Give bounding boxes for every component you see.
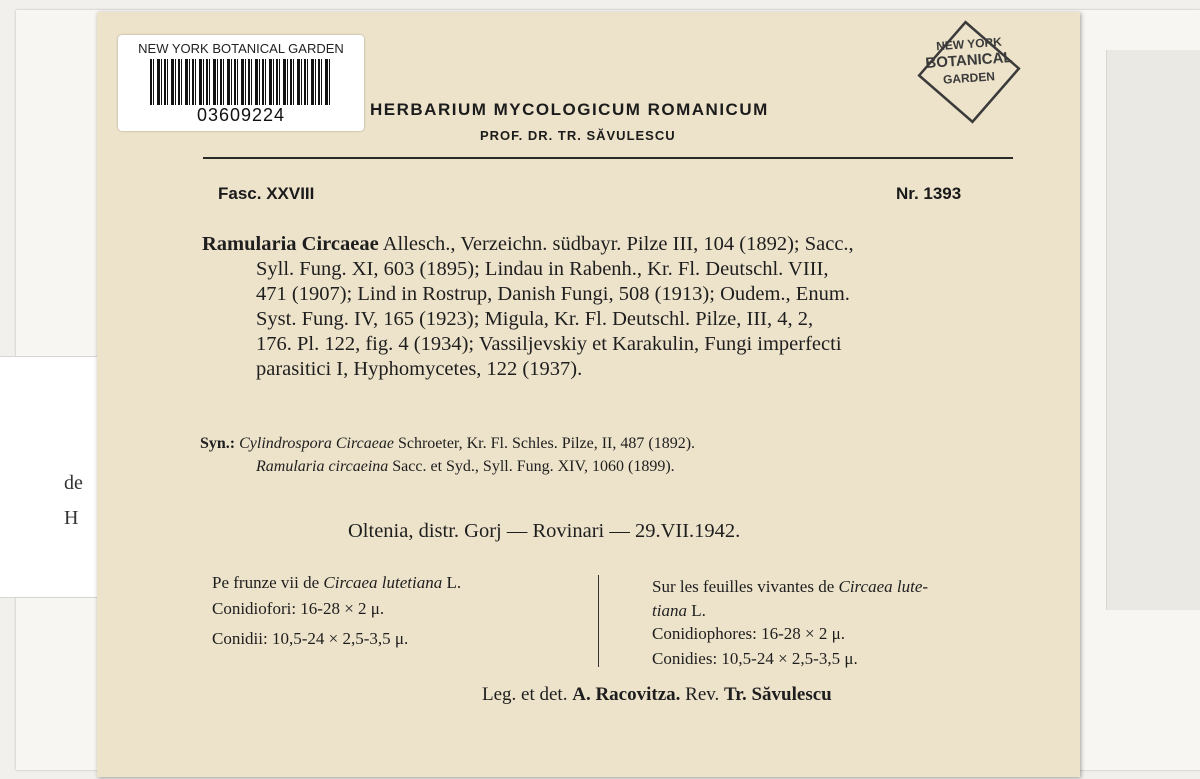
- synonym-label: Syn.:: [200, 435, 236, 452]
- specimen-number: Nr. 1393: [896, 184, 962, 203]
- fr-host-name-2: tiana: [652, 601, 687, 620]
- collector-prefix: Leg. et det.: [482, 684, 568, 705]
- ro-conidia: Conidii: 10,5-24 × 2,5-3,5 μ.: [212, 629, 409, 648]
- synonym-2-name: Ramularia circaeina: [256, 458, 389, 475]
- barcode-bars: [150, 59, 332, 105]
- species-line-1: [202, 232, 854, 257]
- stamp-line-1: NEW YORK: [935, 34, 1003, 54]
- collector-line: [482, 682, 832, 707]
- stamp-line-3: GARDEN: [942, 69, 996, 87]
- fr-host-line-1: [652, 576, 928, 598]
- synonym-1-ref: Schroeter, Kr. Fl. Schles. Pilze, II, 487 (1892).: [397, 435, 696, 452]
- envelope-text-1: de: [64, 472, 83, 494]
- ro-host-suffix: L.: [446, 573, 462, 592]
- species-line-4: Syst. Fung. IV, 165 (1923); Migula, Kr. Fl. Deutschl. Pilze, III, 4, 2,: [256, 308, 814, 330]
- species-line-6b: parasitici I, Hyphomycetes, 122 (1937).: [256, 358, 583, 380]
- stamp-line-2: BOTANICAL: [924, 48, 1014, 73]
- synonym-1-name: Cylindrospora Circaeae: [239, 435, 394, 452]
- barcode-number: 03609224: [196, 105, 286, 125]
- ro-host-prefix: Pe frunze vii de: [212, 573, 320, 592]
- synonym-line-1: [200, 433, 695, 455]
- envelope-text-2: H: [64, 507, 79, 529]
- fr-host-suffix: L.: [691, 601, 706, 620]
- herbarium-subtitle: PROF. DR. TR. SĂVULESCU: [480, 128, 676, 143]
- fr-conidia: Conidies: 10,5-24 × 2,5-3,5 μ.: [652, 649, 858, 668]
- barcode-institution: NEW YORK BOTANICAL GARDEN: [138, 41, 344, 56]
- fascicle-number: Fasc. XXVIII: [218, 184, 315, 203]
- envelope-left-strip: [0, 356, 100, 598]
- species-line-3: 471 (1907); Lind in Rostrup, Danish Fungi, 508 (1913); Oudem., Enum.: [256, 283, 850, 305]
- reviser-prefix: Rev.: [685, 684, 720, 705]
- header-rule: [203, 157, 1013, 159]
- fr-host-prefix: Sur les feuilles vivantes de: [652, 577, 835, 596]
- species-ref-1: Allesch., Verzeichn. südbayr. Pilze III, 104 (1892); Sacc.,: [382, 233, 854, 255]
- fr-host-name-1: Circaea lute-: [838, 577, 929, 596]
- ro-host: [212, 572, 461, 594]
- species-line-5: 176. Pl. 122, fig. 4 (1934); Vassiljevskiy et Karakulin, Fungi imperfecti: [256, 333, 842, 355]
- envelope-flap: [1106, 50, 1200, 610]
- ro-conidiophores: Conidiofori: 16-28 × 2 μ.: [212, 599, 385, 618]
- herbarium-title: HERBARIUM MYCOLOGICUM ROMANICUM: [370, 100, 769, 119]
- synonym-2-ref: Sacc. et Syd., Syll. Fung. XIV, 1060 (1899).: [392, 458, 675, 475]
- locality: Oltenia, distr. Gorj — Rovinari — 29.VII.1942.: [348, 520, 741, 542]
- fr-host-line-2: [652, 600, 706, 622]
- barcode-label: [118, 35, 364, 131]
- fr-conidiophores: Conidiophores: 16-28 × 2 μ.: [652, 624, 845, 643]
- species-line-2: Syll. Fung. XI, 603 (1895); Lindau in Rabenh., Kr. Fl. Deutschl. VIII,: [256, 258, 829, 280]
- species-name: Ramularia Circaeae: [202, 233, 379, 255]
- column-divider: [598, 575, 599, 667]
- collector-name: A. Racovitza.: [572, 684, 681, 705]
- ro-host-name: Circaea lutetiana: [323, 573, 443, 592]
- reviser-name: Tr. Săvulescu: [724, 684, 832, 705]
- synonym-line-2: [256, 456, 675, 478]
